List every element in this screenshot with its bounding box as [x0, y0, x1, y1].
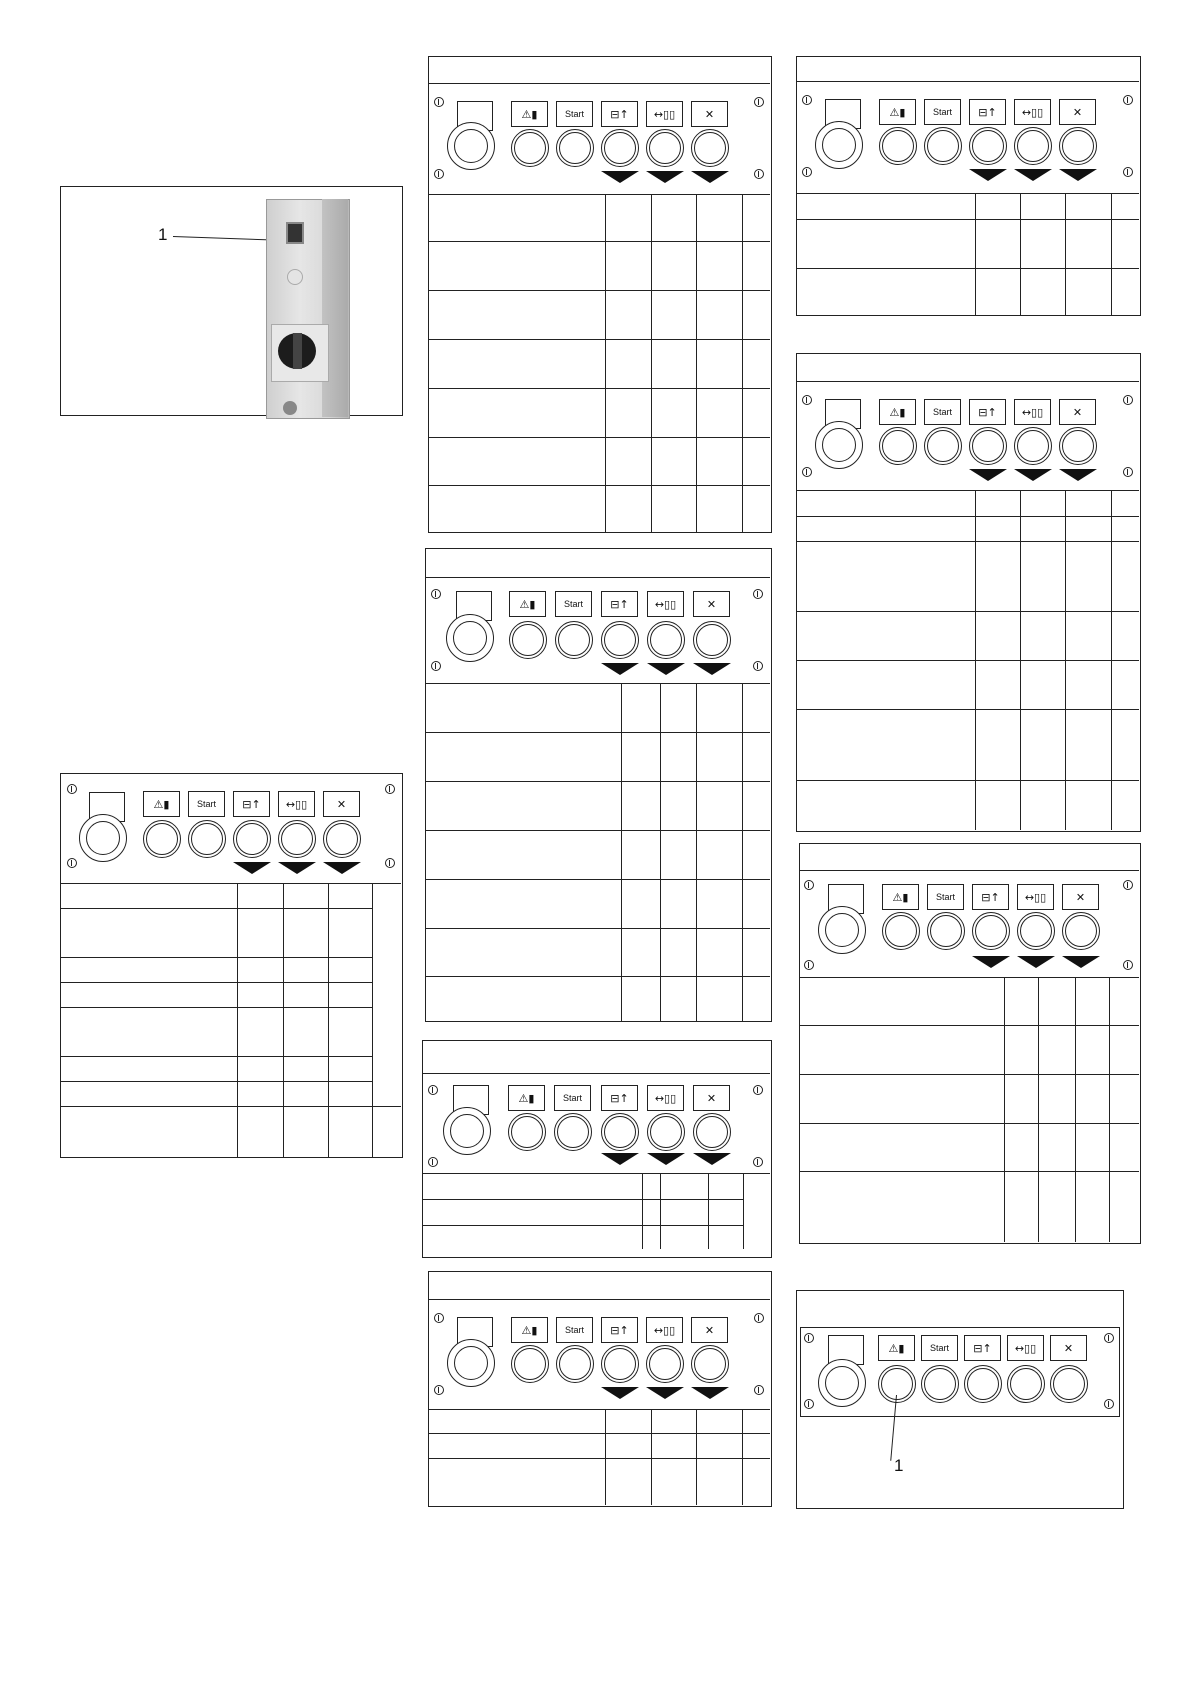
- mirror-button: [143, 820, 181, 858]
- table-row-line: [61, 1106, 401, 1107]
- stop-cross-icon: ✕: [691, 101, 728, 127]
- table-col-line: [696, 683, 697, 1021]
- table-col-line: [1111, 490, 1112, 830]
- panel-figure-right-2: [796, 353, 1141, 832]
- emergency-stop-button: [447, 1339, 495, 1387]
- control-panel: [797, 85, 1139, 190]
- screw-icon: [434, 1313, 444, 1323]
- emergency-stop-button: [443, 1107, 491, 1155]
- screw-icon: [434, 97, 444, 107]
- screw-icon: [753, 1157, 763, 1167]
- table-row-line: [429, 241, 770, 242]
- warning-mirror-icon: ⚠▮: [511, 1317, 548, 1343]
- start-label: Start: [556, 101, 593, 127]
- width-button: [1017, 912, 1055, 950]
- lift-button: [601, 1345, 639, 1383]
- start-label: Start: [927, 884, 964, 910]
- emergency-stop-button: [815, 121, 863, 169]
- table-col-line: [605, 1409, 606, 1505]
- figure-header-line: [800, 870, 1139, 871]
- table-row-line: [800, 1123, 1139, 1124]
- lift-up-icon: ⊟↑: [969, 99, 1006, 125]
- stop-cross-icon: ✕: [691, 1317, 728, 1343]
- emergency-stop-button: [79, 814, 127, 862]
- table-row-line: [429, 388, 770, 389]
- screw-icon: [1123, 960, 1133, 970]
- table-row-line: [797, 219, 1139, 220]
- screw-icon: [428, 1157, 438, 1167]
- mirror-button: [879, 127, 917, 165]
- screw-icon: [1123, 880, 1133, 890]
- table-row-line: [429, 339, 770, 340]
- screw-icon: [754, 169, 764, 179]
- screw-icon: [753, 661, 763, 671]
- stop-button: [1050, 1365, 1088, 1403]
- table-col-line: [975, 193, 976, 315]
- arrow-marker: [1062, 956, 1100, 968]
- start-button: [921, 1365, 959, 1403]
- screw-icon: [67, 858, 77, 868]
- table-col-line: [328, 883, 329, 1157]
- table-row-line: [426, 830, 770, 831]
- lift-up-icon: ⊟↑: [972, 884, 1009, 910]
- arrow-marker: [1059, 469, 1097, 481]
- screw-icon: [1104, 1399, 1114, 1409]
- table-row-line: [61, 982, 372, 983]
- width-adjust-icon: ↔▯▯: [1014, 99, 1051, 125]
- lift-up-icon: ⊟↑: [969, 399, 1006, 425]
- figure-header-line: [797, 81, 1139, 82]
- screw-icon: [385, 858, 395, 868]
- panel-figure-mid-4: [428, 1271, 772, 1507]
- stop-cross-icon: ✕: [693, 591, 730, 617]
- width-button: [1014, 427, 1052, 465]
- start-button: [927, 912, 965, 950]
- table-row-line: [800, 1025, 1139, 1026]
- screw-icon: [1123, 95, 1133, 105]
- photo-figure: [60, 186, 403, 416]
- lift-up-icon: ⊟↑: [601, 101, 638, 127]
- arrow-marker: [1014, 469, 1052, 481]
- stop-button: [693, 1113, 731, 1151]
- table-row-line: [429, 1433, 770, 1434]
- screw-icon: [754, 1313, 764, 1323]
- control-panel: [800, 1327, 1120, 1432]
- table-col-line: [660, 1173, 661, 1249]
- table-col-line: [708, 1173, 709, 1249]
- arrow-marker: [969, 469, 1007, 481]
- table-row-line: [429, 1458, 770, 1459]
- table-row-line: [61, 957, 372, 958]
- width-button: [1014, 127, 1052, 165]
- stop-button: [693, 621, 731, 659]
- stop-cross-icon: ✕: [323, 791, 360, 817]
- table-col-line: [696, 194, 697, 532]
- table-top-border: [800, 977, 1139, 978]
- table-row-line: [429, 290, 770, 291]
- table-row-line: [426, 732, 770, 733]
- width-button: [647, 621, 685, 659]
- width-button: [647, 1113, 685, 1151]
- table-row-line: [797, 541, 1139, 542]
- control-panel: [797, 385, 1139, 490]
- table-col-line: [660, 683, 661, 1021]
- table-top-border: [429, 194, 770, 195]
- table-row-line: [797, 611, 1139, 612]
- screw-icon: [802, 395, 812, 405]
- lift-up-icon: ⊟↑: [601, 1085, 638, 1111]
- arrow-marker: [601, 171, 639, 183]
- table-row-line: [797, 709, 1139, 710]
- screw-icon: [67, 784, 77, 794]
- lift-button: [964, 1365, 1002, 1403]
- table-top-border: [61, 883, 401, 884]
- control-panel: [429, 1303, 770, 1408]
- table-col-line: [651, 194, 652, 532]
- arrow-marker: [693, 663, 731, 675]
- screw-icon: [753, 589, 763, 599]
- warning-mirror-icon: ⚠▮: [508, 1085, 545, 1111]
- table-col-line: [1111, 193, 1112, 315]
- arrow-marker: [693, 1153, 731, 1165]
- lift-up-icon: ⊟↑: [601, 591, 638, 617]
- emergency-stop-button: [815, 421, 863, 469]
- arrow-marker: [1059, 169, 1097, 181]
- emergency-stop-button: [818, 906, 866, 954]
- table-row-line: [423, 1225, 743, 1226]
- table-col-line: [742, 683, 743, 1021]
- callout-number: 1: [894, 1456, 904, 1475]
- table-top-border: [429, 1409, 770, 1410]
- mirror-button: [878, 1365, 916, 1403]
- table-top-border: [423, 1173, 770, 1174]
- stop-button: [691, 129, 729, 167]
- width-adjust-icon: ↔▯▯: [646, 1317, 683, 1343]
- start-label: Start: [924, 99, 961, 125]
- stop-button: [1059, 127, 1097, 165]
- table-col-line: [1075, 977, 1076, 1242]
- warning-mirror-icon: ⚠▮: [879, 99, 916, 125]
- screw-icon: [434, 1385, 444, 1395]
- table-col-line: [1109, 977, 1110, 1242]
- width-adjust-icon: ↔▯▯: [647, 591, 684, 617]
- table-col-line: [651, 1409, 652, 1505]
- table-row-line: [800, 1171, 1139, 1172]
- table-row-line: [426, 928, 770, 929]
- screw-icon: [804, 1399, 814, 1409]
- control-panel: [800, 874, 1139, 979]
- table-col-line: [283, 883, 284, 1157]
- control-panel: [61, 774, 401, 879]
- table-row-line: [426, 976, 770, 977]
- lift-button: [601, 129, 639, 167]
- warning-mirror-icon: ⚠▮: [143, 791, 180, 817]
- screw-icon: [431, 589, 441, 599]
- arrow-marker: [691, 1387, 729, 1399]
- arrow-marker: [972, 956, 1010, 968]
- table-col-line: [1020, 193, 1021, 315]
- screw-icon: [802, 467, 812, 477]
- table-row-line: [429, 485, 770, 486]
- arrow-marker: [646, 171, 684, 183]
- lift-button: [969, 427, 1007, 465]
- table-col-line: [1065, 490, 1066, 830]
- figure-header-line: [423, 1073, 770, 1074]
- lift-button: [601, 621, 639, 659]
- table-col-line: [372, 883, 373, 1157]
- stop-button: [691, 1345, 729, 1383]
- key-switch: [286, 222, 304, 244]
- control-panel: [423, 1077, 770, 1182]
- width-button: [646, 1345, 684, 1383]
- start-button: [188, 820, 226, 858]
- width-adjust-icon: ↔▯▯: [1014, 399, 1051, 425]
- table-row-line: [61, 908, 372, 909]
- mirror-button: [879, 427, 917, 465]
- table-top-border: [797, 193, 1139, 194]
- arrow-marker: [646, 1387, 684, 1399]
- lift-button: [969, 127, 1007, 165]
- mirror-button: [882, 912, 920, 950]
- lift-button: [601, 1113, 639, 1151]
- table-col-line: [696, 1409, 697, 1505]
- stop-button: [323, 820, 361, 858]
- emergency-stop-button: [447, 122, 495, 170]
- screw-icon: [804, 1333, 814, 1343]
- start-button: [554, 1113, 592, 1151]
- screw-icon: [1123, 167, 1133, 177]
- table-col-line: [1004, 977, 1005, 1242]
- screw-icon: [434, 169, 444, 179]
- table-row-line: [797, 660, 1139, 661]
- stop-cross-icon: ✕: [1050, 1335, 1087, 1361]
- width-adjust-icon: ↔▯▯: [1017, 884, 1054, 910]
- figure-header-line: [429, 83, 770, 84]
- lift-up-icon: ⊟↑: [233, 791, 270, 817]
- panel-figure-left: [60, 773, 403, 1158]
- arrow-marker: [601, 1153, 639, 1165]
- screw-icon: [804, 960, 814, 970]
- start-label: Start: [921, 1335, 958, 1361]
- table-row-line: [61, 1081, 372, 1082]
- stop-cross-icon: ✕: [1062, 884, 1099, 910]
- arrow-marker: [969, 169, 1007, 181]
- table-col-line: [742, 1409, 743, 1505]
- screw-icon: [428, 1085, 438, 1095]
- width-adjust-icon: ↔▯▯: [646, 101, 683, 127]
- table-col-line: [237, 883, 238, 1157]
- panel-figure-mid-2: [425, 548, 772, 1022]
- screw-icon: [1104, 1333, 1114, 1343]
- panel-figure-mid-3: [422, 1040, 772, 1258]
- lift-up-icon: ⊟↑: [964, 1335, 1001, 1361]
- table-top-border: [797, 490, 1139, 491]
- arrow-marker: [647, 663, 685, 675]
- mirror-button: [508, 1113, 546, 1151]
- arrow-marker: [647, 1153, 685, 1165]
- mirror-button: [509, 621, 547, 659]
- cabinet-side: [322, 199, 348, 417]
- emergency-stop-button: [818, 1359, 866, 1407]
- screw-icon: [802, 167, 812, 177]
- table-col-line: [605, 194, 606, 532]
- table-col-line: [621, 683, 622, 1021]
- width-button: [646, 129, 684, 167]
- table-col-line: [642, 1173, 643, 1249]
- callout-number: 1: [158, 225, 168, 244]
- lift-button: [972, 912, 1010, 950]
- start-label: Start: [554, 1085, 591, 1111]
- start-button: [924, 427, 962, 465]
- table-row-line: [797, 268, 1139, 269]
- arrow-marker: [601, 1387, 639, 1399]
- table-top-border: [426, 683, 770, 684]
- lift-up-icon: ⊟↑: [601, 1317, 638, 1343]
- start-button: [924, 127, 962, 165]
- screw-icon: [802, 95, 812, 105]
- arrow-marker: [601, 663, 639, 675]
- panel-figure-right-3: [799, 843, 1141, 1244]
- start-button: [556, 1345, 594, 1383]
- start-button: [555, 621, 593, 659]
- screw-icon: [753, 1085, 763, 1095]
- width-adjust-icon: ↔▯▯: [647, 1085, 684, 1111]
- table-col-line: [975, 490, 976, 830]
- table-row-line: [797, 780, 1139, 781]
- main-switch-handle: [293, 333, 302, 369]
- table-row-line: [797, 516, 1139, 517]
- stop-cross-icon: ✕: [1059, 99, 1096, 125]
- figure-header-line: [426, 577, 770, 578]
- table-row-line: [61, 1056, 372, 1057]
- stop-cross-icon: ✕: [693, 1085, 730, 1111]
- table-row-line: [429, 437, 770, 438]
- screw-icon: [1123, 395, 1133, 405]
- start-label: Start: [555, 591, 592, 617]
- stop-button: [1062, 912, 1100, 950]
- mirror-button: [511, 129, 549, 167]
- screw-icon: [804, 880, 814, 890]
- screw-icon: [385, 784, 395, 794]
- warning-mirror-icon: ⚠▮: [882, 884, 919, 910]
- arrow-marker: [323, 862, 361, 874]
- panel-figure-mid-1: [428, 56, 772, 533]
- arrow-marker: [1014, 169, 1052, 181]
- table-col-line: [742, 194, 743, 532]
- panel-figure-right-1: [796, 56, 1141, 316]
- table-col-line: [1020, 490, 1021, 830]
- panel-figure-callout: [796, 1290, 1124, 1509]
- table-col-line: [1038, 977, 1039, 1242]
- warning-mirror-icon: ⚠▮: [879, 399, 916, 425]
- indicator-lamp: [287, 269, 303, 285]
- stop-cross-icon: ✕: [1059, 399, 1096, 425]
- screw-icon: [754, 97, 764, 107]
- start-label: Start: [924, 399, 961, 425]
- emergency-stop-button: [446, 614, 494, 662]
- table-row-line: [426, 879, 770, 880]
- table-col-line: [743, 1173, 744, 1249]
- control-panel: [429, 87, 770, 192]
- warning-mirror-icon: ⚠▮: [509, 591, 546, 617]
- screw-icon: [431, 661, 441, 671]
- screw-icon: [1123, 467, 1133, 477]
- table-row-line: [800, 1074, 1139, 1075]
- width-adjust-icon: ↔▯▯: [278, 791, 315, 817]
- mirror-button: [511, 1345, 549, 1383]
- arrow-marker: [691, 171, 729, 183]
- lift-button: [233, 820, 271, 858]
- figure-header-line: [797, 381, 1139, 382]
- warning-mirror-icon: ⚠▮: [511, 101, 548, 127]
- warning-mirror-icon: ⚠▮: [878, 1335, 915, 1361]
- control-panel: [426, 581, 770, 686]
- arrow-marker: [1017, 956, 1055, 968]
- table-row-line: [426, 781, 770, 782]
- width-button: [278, 820, 316, 858]
- figure-header-line: [429, 1299, 770, 1300]
- width-button: [1007, 1365, 1045, 1403]
- table-col-line: [1065, 193, 1066, 315]
- stop-button: [1059, 427, 1097, 465]
- start-label: Start: [188, 791, 225, 817]
- start-label: Start: [556, 1317, 593, 1343]
- arrow-marker: [233, 862, 271, 874]
- table-row-line: [61, 1007, 372, 1008]
- arrow-marker: [278, 862, 316, 874]
- table-row-line: [423, 1199, 743, 1200]
- width-adjust-icon: ↔▯▯: [1007, 1335, 1044, 1361]
- cable-gland: [283, 401, 297, 415]
- screw-icon: [754, 1385, 764, 1395]
- start-button: [556, 129, 594, 167]
